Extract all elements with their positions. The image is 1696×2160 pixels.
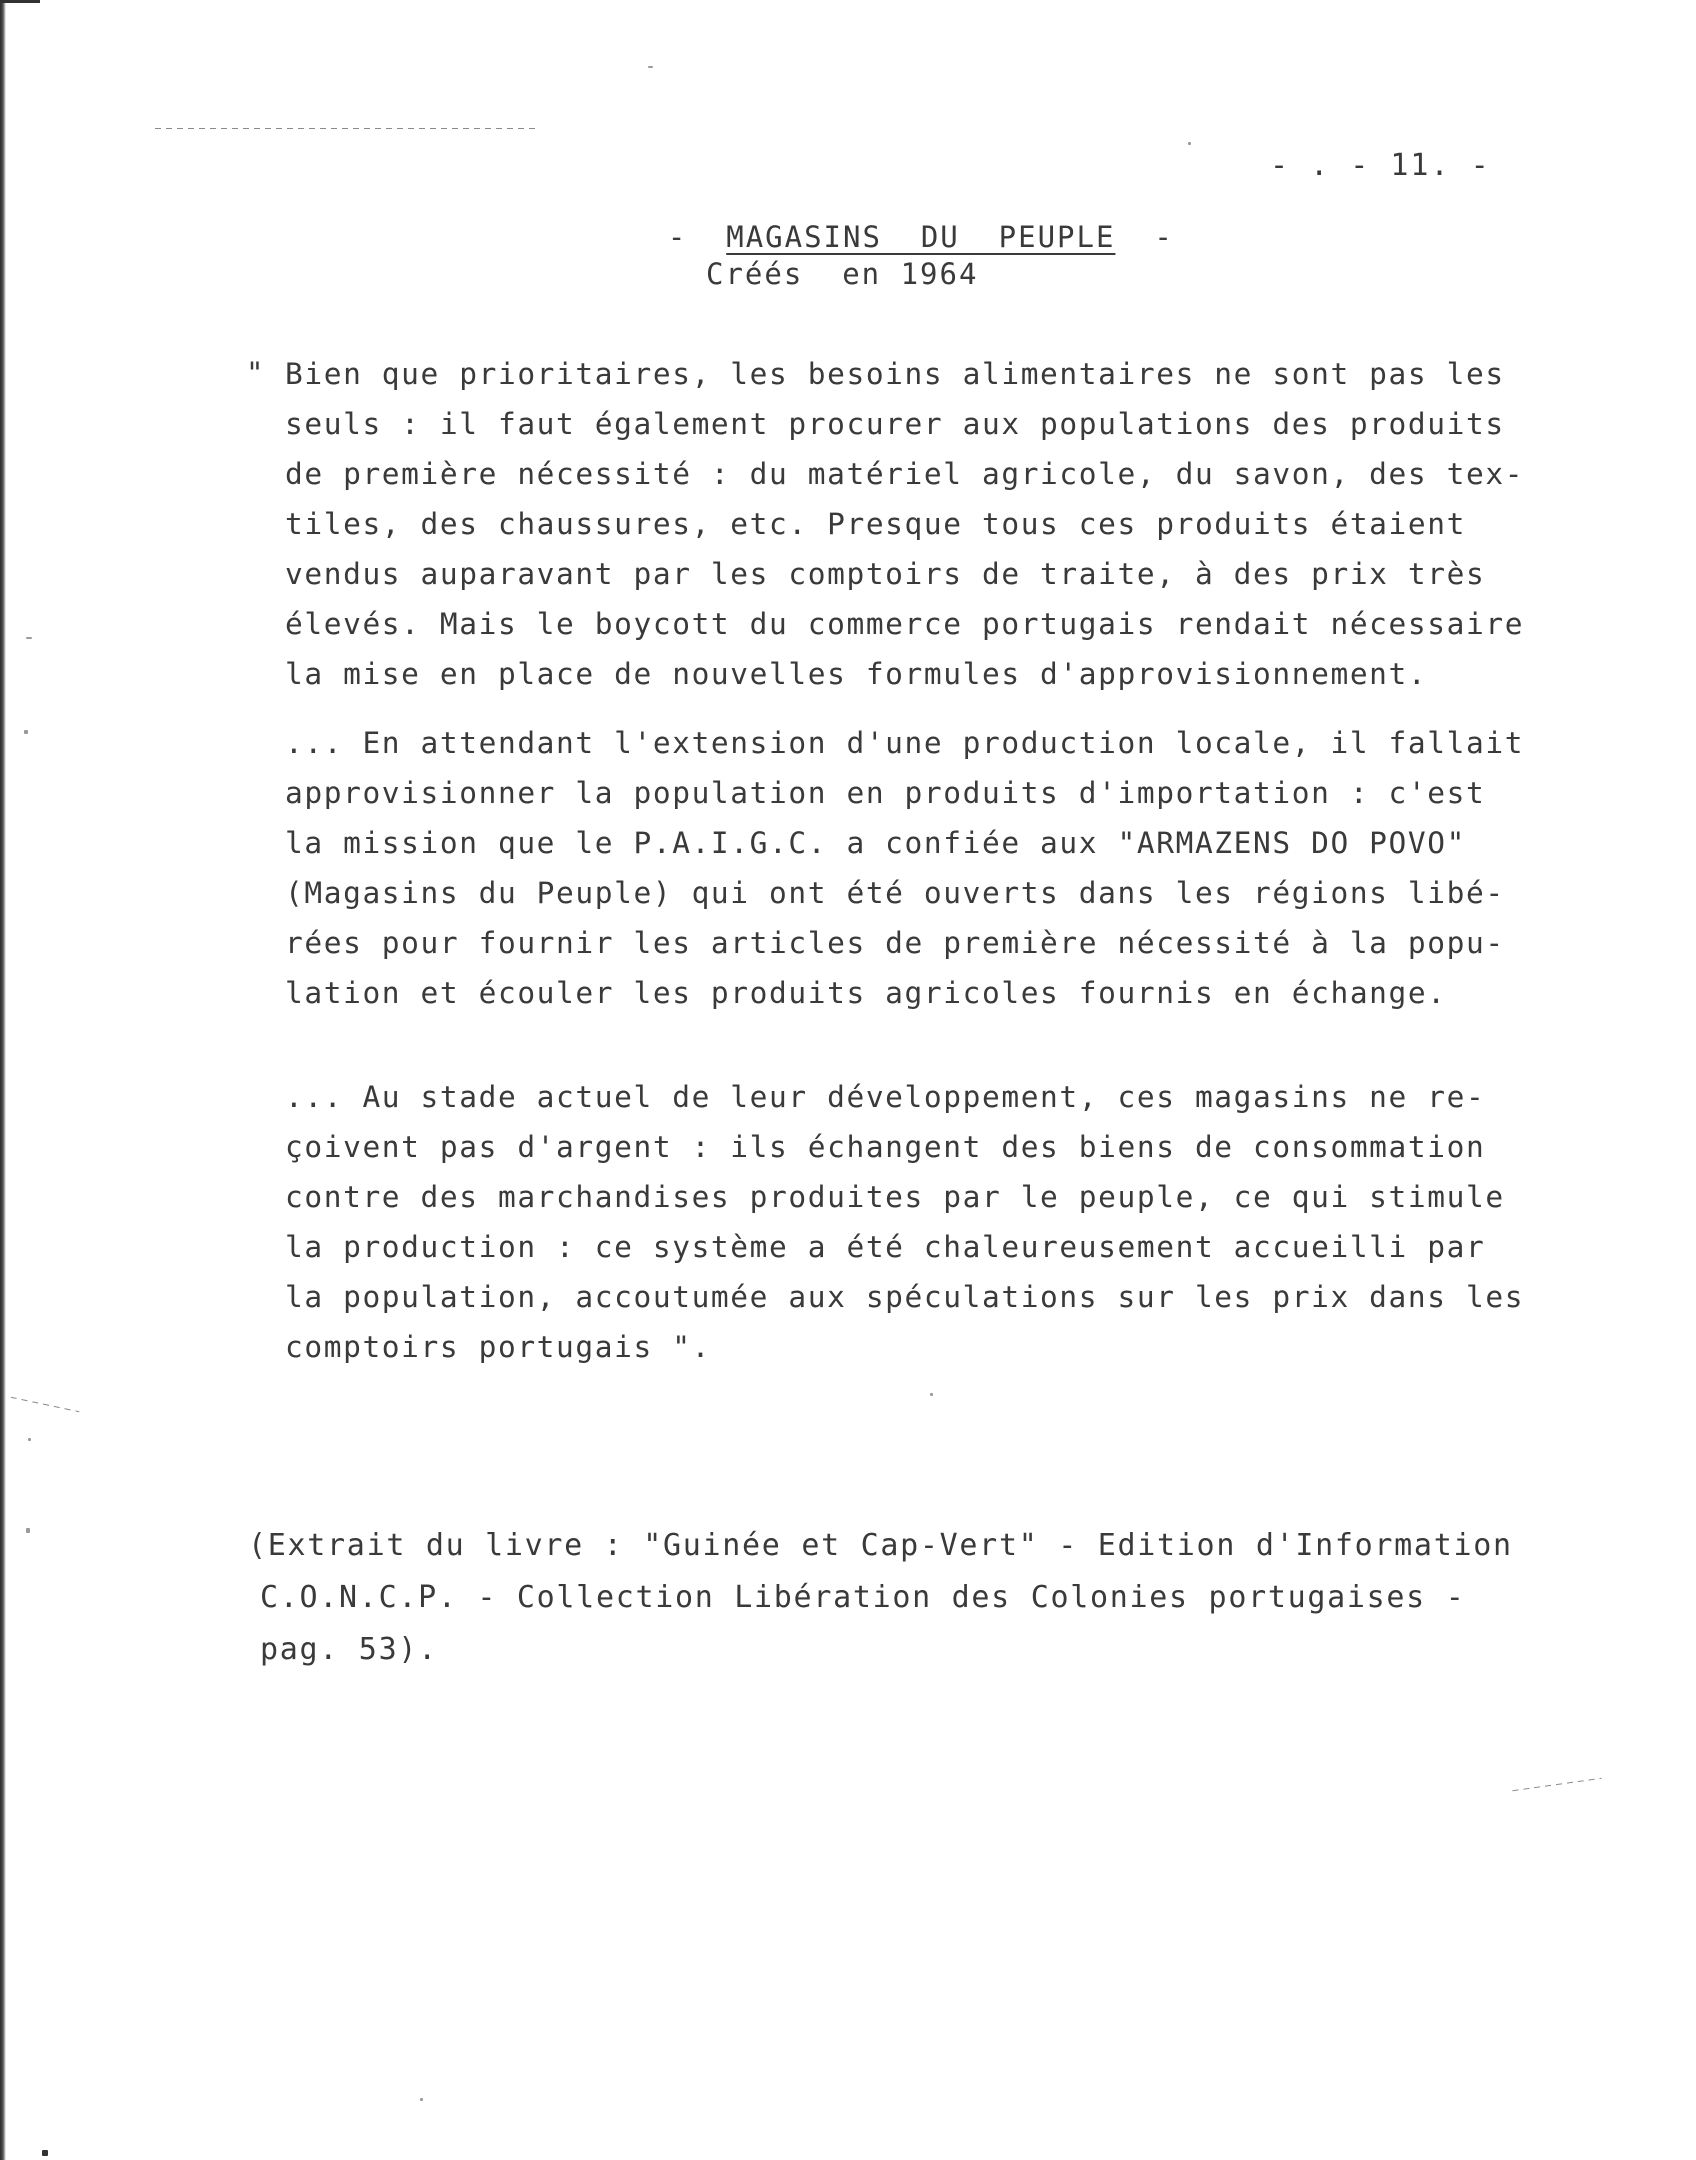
citation-line: (Extrait du livre : "Guinée et Cap-Vert" - Edition d'Information — [248, 1528, 1513, 1563]
text-line: (Magasins du Peuple) qui ont été ouverts dans les régions libé- — [285, 876, 1505, 910]
scan-speck — [42, 2150, 48, 2156]
text-line: vendus auparavant par les comptoirs de traite, à des prix très — [285, 557, 1486, 591]
scan-noise-line — [155, 128, 535, 129]
scan-speck — [1188, 142, 1191, 145]
text-line: tiles, des chaussures, etc. Presque tous ces produits étaient — [285, 507, 1466, 541]
text-line: lation et écouler les produits agricoles fournis en échange. — [285, 976, 1447, 1010]
text-line: élevés. Mais le boycott du commerce portugais rendait nécessaire — [285, 607, 1525, 641]
text-line: approvisionner la population en produits d'importation : c'est — [285, 776, 1486, 810]
scan-speck — [28, 1438, 31, 1441]
text-line: ... En attendant l'extension d'une production locale, il fallait — [285, 726, 1525, 760]
text-line: la population, accoutumée aux spéculations sur les prix dans les — [285, 1280, 1525, 1314]
text-line: ... Au stade actuel de leur développement, ces magasins ne re- — [285, 1080, 1486, 1114]
text-line: comptoirs portugais ". — [285, 1330, 711, 1364]
text-line: la production : ce système a été chaleureusement accueilli par — [285, 1230, 1486, 1264]
scan-speck — [26, 1528, 30, 1533]
scan-border — [0, 0, 6, 2160]
text-line: rées pour fournir les articles de première nécessité à la popu- — [285, 926, 1505, 960]
scan-speck — [420, 2098, 423, 2101]
citation-line: C.O.N.C.P. - Collection Libération des Colonies portugaises - — [260, 1580, 1466, 1615]
text-line: çoivent pas d'argent : ils échangent des biens de consommation — [285, 1130, 1486, 1164]
citation-line: pag. 53). — [260, 1632, 438, 1667]
scan-speck — [930, 1393, 933, 1396]
scan-speck — [24, 730, 28, 734]
title-dash-right: - — [1154, 220, 1174, 254]
source-citation — [248, 1520, 1513, 1676]
text-line: contre des marchandises produites par le peuple, ce qui stimule — [285, 1180, 1505, 1214]
text-line: Bien que prioritaires, les besoins alimentaires ne sont pas les — [285, 357, 1505, 391]
text-line: de première nécessité : du matériel agricole, du savon, des tex- — [285, 457, 1525, 491]
scan-speck — [648, 66, 653, 68]
title-text: MAGASINS DU PEUPLE — [726, 220, 1116, 254]
scan-noise-line — [1512, 1778, 1601, 1792]
page-subtitle: Créés en 1964 — [706, 257, 979, 291]
scan-noise-line — [11, 1397, 80, 1413]
quote-paragraph-1 — [285, 349, 1524, 699]
opening-quote-mark: " — [246, 356, 264, 390]
text-line: la mise en place de nouvelles formules d'approvisionnement. — [285, 657, 1428, 691]
title-dash-left: - — [667, 220, 688, 254]
quote-paragraph-2 — [285, 718, 1524, 1018]
scan-speck — [26, 637, 32, 639]
quote-paragraph-3 — [285, 1072, 1524, 1372]
page-number: - . - 11. - — [1270, 148, 1491, 183]
text-line: seuls : il faut également procurer aux populations des produits — [285, 407, 1505, 441]
text-line: la mission que le P.A.I.G.C. a confiée aux "ARMAZENS DO POVO" — [285, 826, 1466, 860]
scan-corner-mark — [0, 0, 40, 3]
